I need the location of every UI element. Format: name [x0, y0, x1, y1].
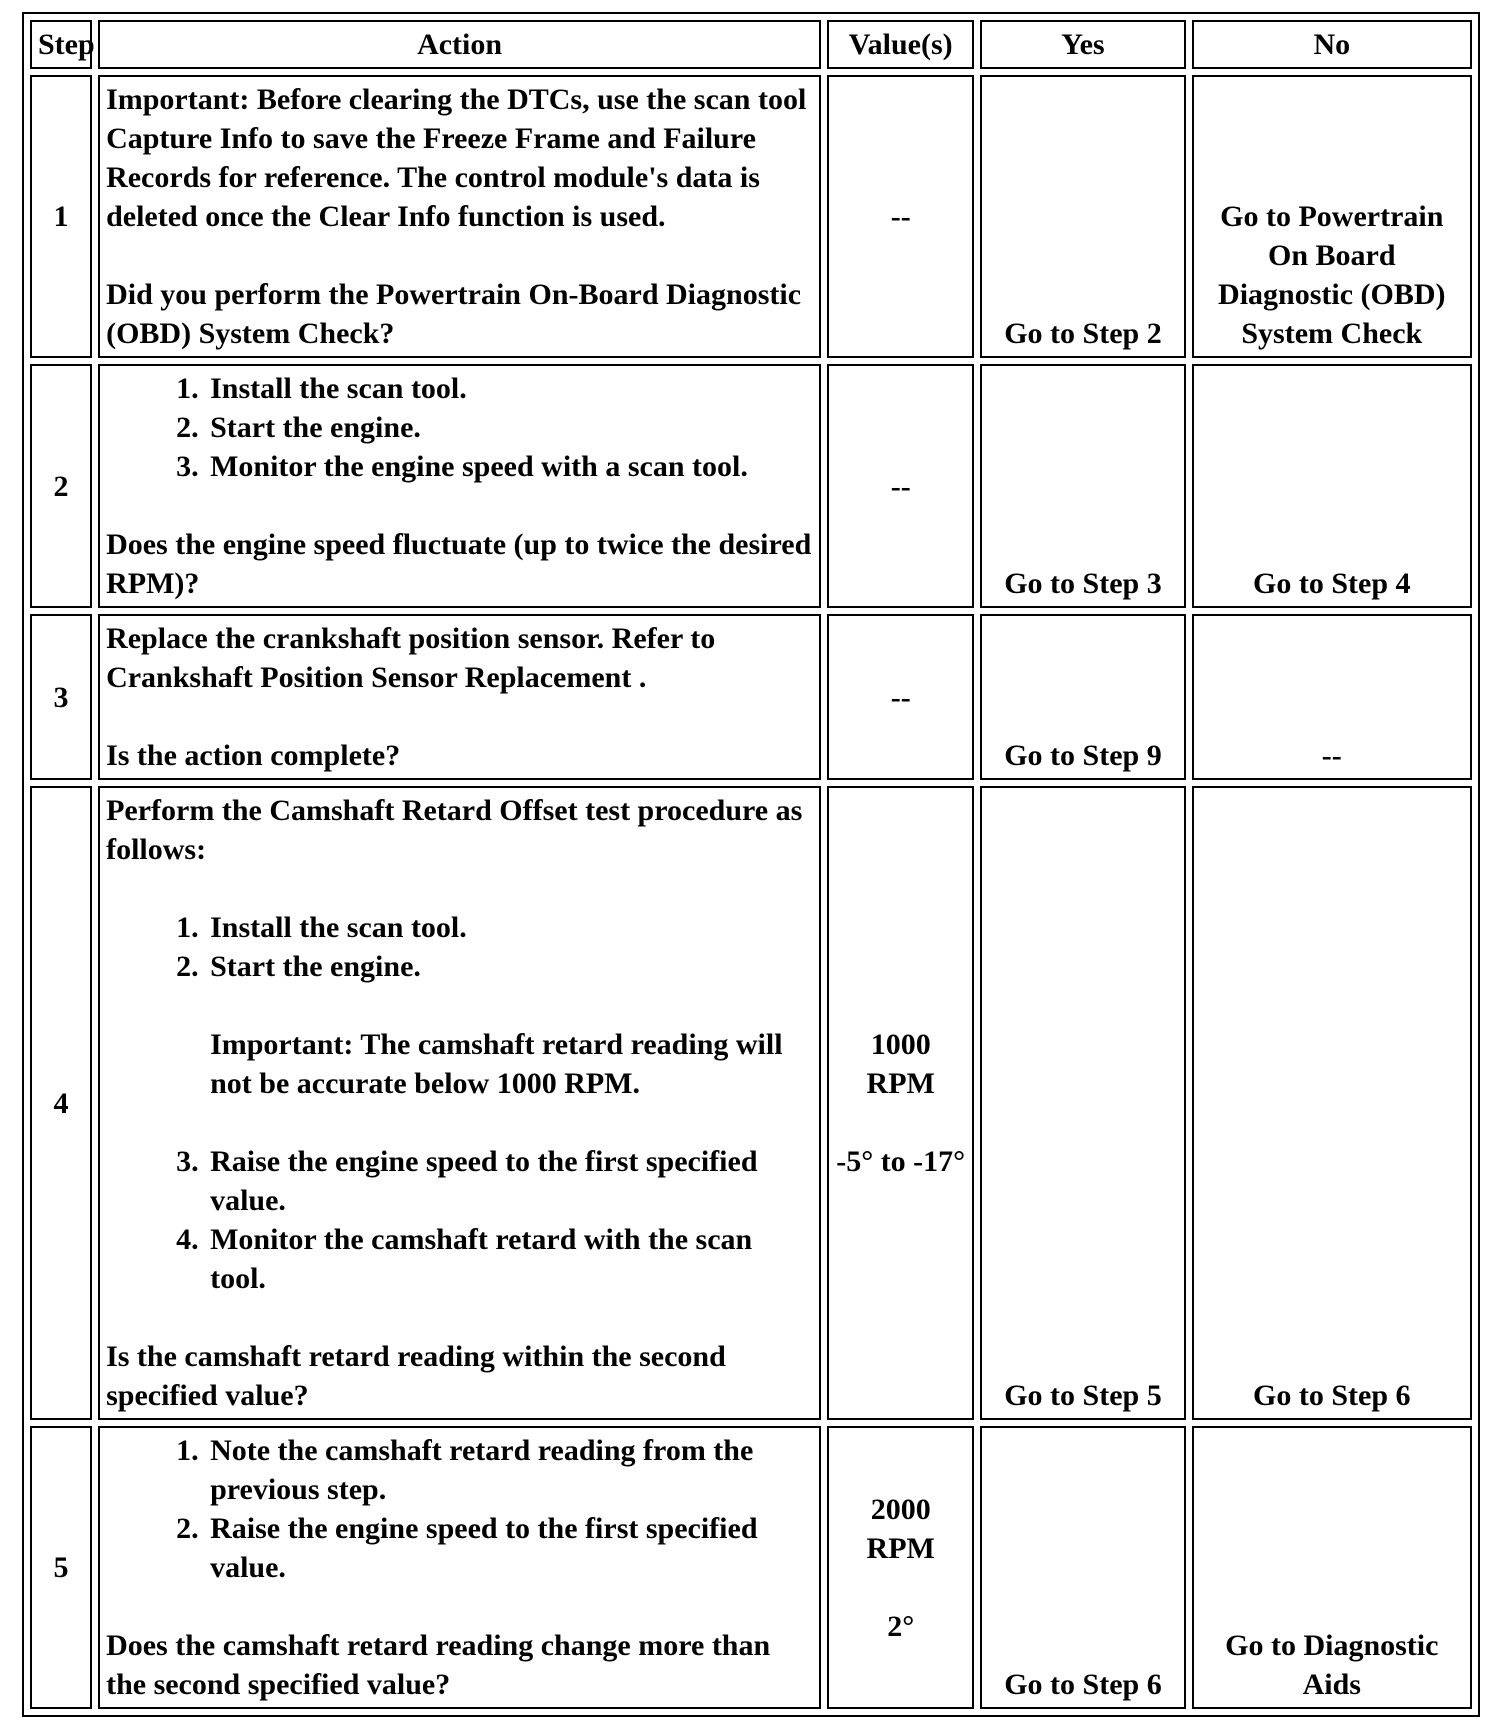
yes-cell: Go to Step 5 — [980, 786, 1185, 1420]
step-number: 1 — [30, 75, 92, 358]
action-cell — [98, 786, 821, 1420]
action-steps-list — [106, 1431, 813, 1587]
table-row — [30, 75, 1472, 358]
value-line: -- — [890, 680, 911, 714]
important-note: Important: The camshaft retard reading will not be accurate below 1000 RPM. — [210, 1028, 783, 1100]
action-text: Perform the Camshaft Retard Offset test procedure as follows: — [106, 794, 803, 866]
values-cell — [827, 786, 974, 1420]
action-cell — [98, 614, 821, 780]
action-text: Replace the crankshaft position sensor. Refer to Crankshaft Position Sensor Replacement . — [106, 622, 716, 694]
yes-cell: Go to Step 3 — [980, 364, 1185, 608]
header-row — [30, 20, 1472, 69]
diagnostic-table-container — [22, 12, 1480, 1717]
yes-cell: Go to Step 6 — [980, 1426, 1185, 1709]
step-number: 2 — [30, 364, 92, 608]
no-cell: Go to Step 6 — [1192, 786, 1472, 1420]
list-item: 3. Monitor the engine speed with a scan tool. — [206, 447, 813, 486]
action-cell — [98, 1426, 821, 1709]
values-cell — [827, 75, 974, 358]
list-item-text: Start the engine. — [210, 950, 421, 983]
action-steps-list — [106, 369, 813, 486]
action-question: Is the camshaft retard reading within the second specified value? — [106, 1340, 726, 1412]
value-line: -5° to -17° — [836, 1145, 966, 1178]
list-item: 1. Install the scan tool. — [206, 908, 813, 947]
table-row — [30, 1426, 1472, 1709]
no-cell: -- — [1192, 614, 1472, 780]
action-cell — [98, 364, 821, 608]
list-item: 1. Install the scan tool. — [206, 369, 813, 408]
header-values: Value(s) — [827, 20, 974, 69]
action-text: Important: Before clearing the DTCs, use the scan tool Capture Info to save the Freeze Frame and Failure Records for reference. The control module's data is deleted once the Clear Info function is used. — [106, 83, 807, 233]
header-step: Step — [30, 20, 92, 69]
list-item: 3. Raise the engine speed to the first specified value. — [206, 1142, 813, 1220]
step-number: 3 — [30, 614, 92, 780]
value-line: 2000 RPM — [866, 1492, 935, 1565]
values-cell — [827, 364, 974, 608]
header-yes: Yes — [980, 20, 1185, 69]
list-item: 4. Monitor the camshaft retard with the scan tool. — [206, 1220, 813, 1298]
step-number: 5 — [30, 1426, 92, 1709]
values-cell — [827, 614, 974, 780]
diagnostic-table — [22, 12, 1480, 1717]
value-line: 2° — [887, 1609, 915, 1643]
no-cell: Go to Step 4 — [1192, 364, 1472, 608]
no-cell: Go to Diagnostic Aids — [1192, 1426, 1472, 1709]
table-row — [30, 786, 1472, 1420]
header-action: Action — [98, 20, 821, 69]
table-row — [30, 364, 1472, 608]
no-cell: Go to Powertrain On Board Diagnostic (OBD) System Check — [1192, 75, 1472, 358]
list-item — [206, 947, 813, 1103]
step-number: 4 — [30, 786, 92, 1420]
action-question: Does the engine speed fluctuate (up to twice the desired RPM)? — [106, 528, 812, 600]
action-steps-list — [106, 908, 813, 1298]
values-cell — [827, 1426, 974, 1709]
value-line: -- — [890, 200, 911, 233]
action-question: Did you perform the Powertrain On-Board Diagnostic (OBD) System Check? — [106, 278, 802, 350]
list-item: 1. Note the camshaft retard reading from the previous step. — [206, 1431, 813, 1509]
header-no: No — [1192, 20, 1472, 69]
action-question: Does the camshaft retard reading change more than the second specified value? — [106, 1629, 771, 1701]
action-question: Is the action complete? — [106, 739, 401, 772]
list-item: 2. Raise the engine speed to the first specified value. — [206, 1509, 813, 1587]
list-item: 2. Start the engine. — [206, 408, 813, 447]
value-line: 1000 RPM — [866, 1028, 935, 1100]
yes-cell: Go to Step 2 — [980, 75, 1185, 358]
value-line: -- — [890, 469, 911, 503]
action-cell — [98, 75, 821, 358]
yes-cell: Go to Step 9 — [980, 614, 1185, 780]
table-row — [30, 614, 1472, 780]
